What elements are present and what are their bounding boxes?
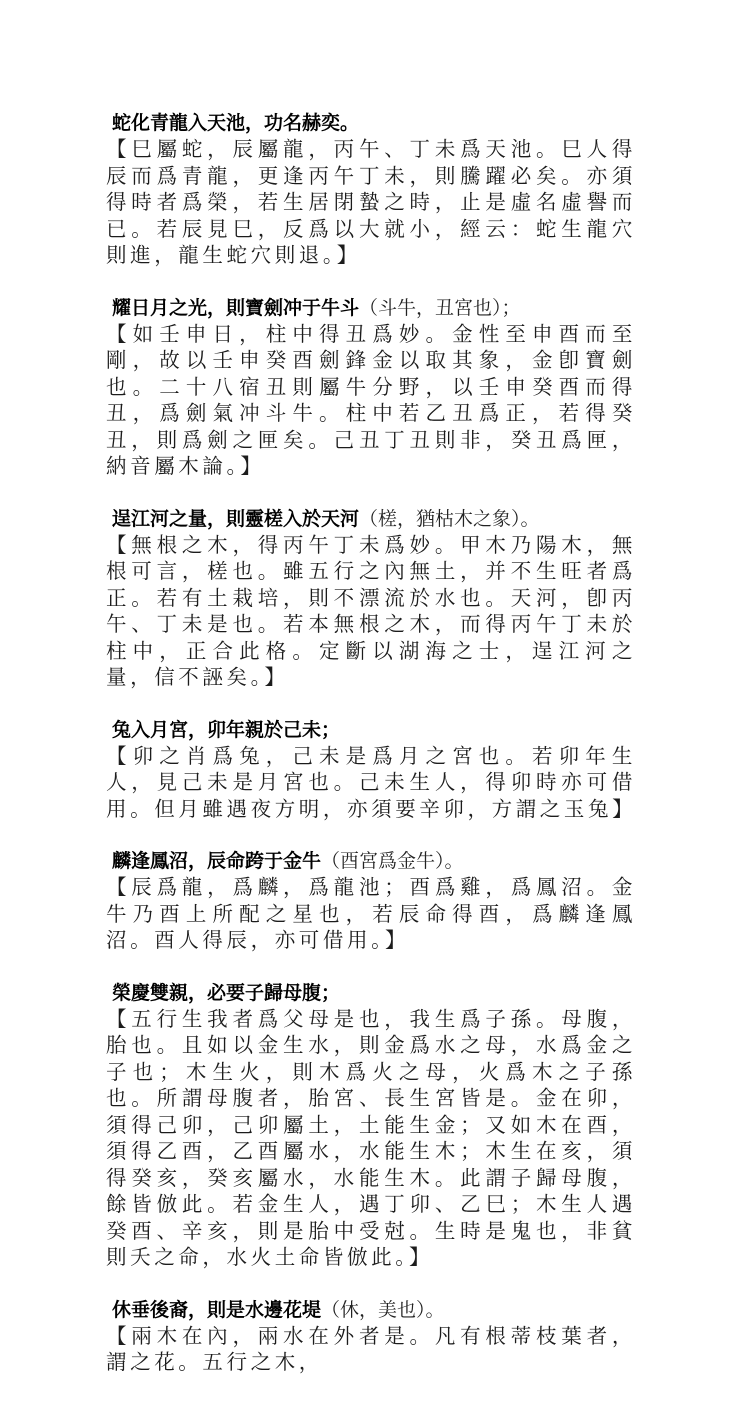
- section-heading: [112, 506, 636, 532]
- section-snake-dragon: [106, 110, 636, 269]
- section-commentary: 【如壬申日，柱中得丑爲妙。金性至申酉而至剛，故以壬申癸酉劍鋒金以取其象，金卽寶劍也。二十八宿丑則屬牛分野，以壬申癸酉而得丑，爲劍氣冲斗牛。柱中若乙丑爲正，若得癸丑，則爲劍之匣矣。己丑丁丑則非，癸丑爲匣，納音屬木論。】: [106, 321, 636, 478]
- heading-note: （斗牛，丑宮也）；: [359, 296, 521, 319]
- document-page: [106, 110, 637, 1402]
- heading-text: 耀日月之光，則寶劍冲于牛斗: [112, 296, 360, 319]
- section-qilin-phoenix-pond: [106, 848, 636, 954]
- section-child-returns-mother: [106, 980, 636, 1271]
- heading-text: 麟逢鳳沼，辰命跨于金牛: [112, 850, 322, 872]
- heading-text: 蛇化青龍入天池，功名赫奕。: [112, 112, 360, 134]
- section-heading: [112, 848, 636, 874]
- heading-note: （槎，猶枯木之象）。: [359, 507, 540, 530]
- section-commentary: 【卯之肖爲兔，己未是爲月之宮也。若卯年生人，見己未是月宮也。己未生人，得卯時亦可借用。但月雖遇夜方明，亦須要辛卯，方謂之玉兔】: [106, 743, 637, 821]
- section-heading: [112, 295, 636, 321]
- section-commentary: 【辰爲龍，爲麟，爲龍池；酉爲雞，爲鳳沼。金牛乃酉上所配之星也，若辰命得酉，爲麟逢鳳沼。酉人得辰，亦可借用。】: [106, 875, 636, 952]
- heading-note: （休，美也）。: [321, 1298, 445, 1321]
- section-sword-sun-moon: [106, 295, 636, 480]
- section-waterside-flower-bank: [106, 1297, 636, 1376]
- heading-text: 逞江河之量，則靈槎入於天河: [112, 507, 360, 530]
- section-heading: [112, 717, 636, 743]
- section-commentary: 【無根之木，得丙午丁未爲妙。甲木乃陽木，無根可言，槎也。雖五行之內無土，并不生旺者爲正。若有土栽培，則不漂流於水也。天河，卽丙午、丁未是也。若本無根之木，而得丙午丁未於柱中，正合此格。定斷以湖海之士，逞江河之量，信不誣矣。】: [106, 532, 636, 689]
- section-raft-heavenly-river: [106, 506, 636, 691]
- section-heading: [112, 980, 636, 1006]
- section-heading: [112, 1297, 636, 1323]
- section-commentary: 【巳屬蛇，辰屬龍，丙午、丁未爲天池。巳人得辰而爲青龍，更逢丙午丁未，則騰躍必矣。亦須得時者爲榮，若生居閉蟄之時，止是虛名虛譽而已。若辰見巳，反爲以大就小，經云：蛇生龍穴則進，龍生蛇穴則退。】: [106, 137, 636, 267]
- section-commentary: 【五行生我者爲父母是也，我生爲子孫。母腹，胎也。且如以金生水，則金爲水之母，水爲金之子也；木生火，則木爲火之母，火爲木之子孫也。所謂母腹者，胎宮、長生宮皆是。金在卯，須得己卯，己卯屬土，土能生金；又如木在酉，須得乙酉，乙酉屬水，水能生木；木生在亥，須得癸亥，癸亥屬水，水能生木。此謂子歸母腹，餘皆倣此。若金生人，遇丁卯、乙巳；木生人遇癸酉、辛亥，則是胎中受尅。生時是鬼也，非貧則夭之命，水火土命皆倣此。】: [106, 1006, 636, 1269]
- heading-text: 休垂後裔，則是水邊花堤: [112, 1298, 322, 1321]
- heading-text: 榮慶雙親，必要子歸母腹；: [112, 981, 341, 1004]
- section-rabbit-moon-palace: [106, 717, 637, 823]
- section-heading: [112, 110, 636, 136]
- heading-text: 兔入月宮，卯年親於己未；: [112, 718, 341, 741]
- section-commentary: 【兩木在內，兩水在外者是。凡有根蒂枝葉者，謂之花。五行之木，: [106, 1323, 636, 1374]
- heading-note: （酉宮爲金牛）。: [321, 850, 464, 872]
